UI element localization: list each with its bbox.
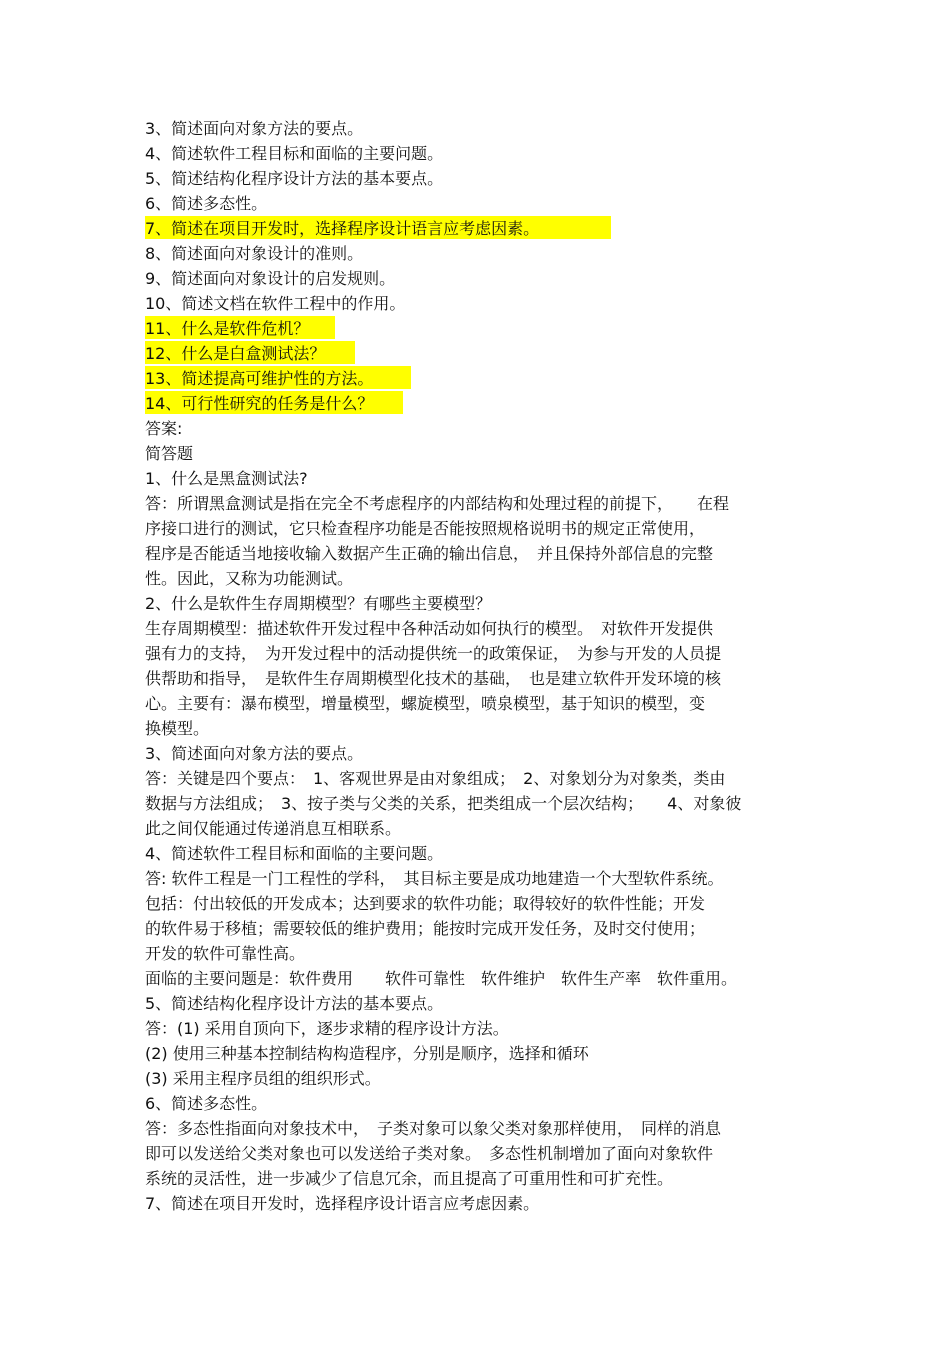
question-item xyxy=(145,141,825,166)
question-item-highlighted xyxy=(145,366,825,391)
answer-text-line: 即可以发送给父类对象也可以发送给子类对象。 多态性机制增加了面向对象软件 xyxy=(145,1144,714,1163)
answer-text-line: 系统的灵活性，进一步减少了信息冗余，而且提高了可重用性和可扩充性。 xyxy=(145,1169,674,1188)
answers-label: 答案: xyxy=(145,419,183,438)
question-text: 9、简述面向对象设计的启发规则。 xyxy=(145,269,396,288)
question-text: 4、简述软件工程目标和面临的主要问题。 xyxy=(145,144,444,163)
answer-question: 6、简述多态性。 xyxy=(145,1094,268,1113)
question-item xyxy=(145,191,825,216)
answer-text-line: 答：多态性指面向对象技术中， 子类对象可以象父类对象那样使用， 同样的消息 xyxy=(145,1119,722,1138)
question-item xyxy=(145,291,825,316)
answer-text-line: (2) 使用三种基本控制结构构造程序，分别是顺序，选择和循环 xyxy=(145,1044,589,1063)
question-text: 6、简述多态性。 xyxy=(145,194,268,213)
answer-text-line: 答：关键是四个要点： 1、客观世界是由对象组成； 2、对象划分为对象类，类由 xyxy=(145,769,726,788)
answer-text-line: 强有力的支持， 为开发过程中的活动提供统一的政策保证， 为参与开发的人员提 xyxy=(145,644,722,663)
section-title: 简答题 xyxy=(145,444,194,463)
highlighted-question-text: 13、简述提高可维护性的方法。 xyxy=(145,366,411,389)
answer-text-line: 答：(1) 采用自顶向下，逐步求精的程序设计方法。 xyxy=(145,1019,509,1038)
answer-text-line: 序接口进行的测试，它只检查程序功能是否能按照规格说明书的规定正常使用， xyxy=(145,519,706,538)
answer-text-line: (3) 采用主程序员组的组织形式。 xyxy=(145,1069,381,1088)
answer-text-line: 数据与方法组成； 3、按子类与父类的关系，把类组成一个层次结构； 4、对象彼 xyxy=(145,794,742,813)
question-item-highlighted xyxy=(145,216,825,241)
answer-text-line: 此之间仅能通过传递消息互相联系。 xyxy=(145,819,402,838)
answer-question: 7、简述在项目开发时，选择程序设计语言应考虑因素。 xyxy=(145,1194,540,1213)
highlighted-question-text: 11、什么是软件危机？ xyxy=(145,316,335,339)
answer-text-line: 包括：付出较低的开发成本；达到要求的软件功能；取得较好的软件性能；开发 xyxy=(145,894,706,913)
answer-text-line: 换模型。 xyxy=(145,719,210,738)
question-item-highlighted xyxy=(145,391,825,416)
question-item xyxy=(145,166,825,191)
answer-text-line: 供帮助和指导， 是软件生存周期模型化技术的基础， 也是建立软件开发环境的核 xyxy=(145,669,722,688)
highlighted-question-text: 7、简述在项目开发时，选择程序设计语言应考虑因素。 xyxy=(145,216,611,239)
answer-text-line: 程序是否能适当地接收输入数据产生正确的输出信息， 并且保持外部信息的完整 xyxy=(145,544,714,563)
answer-question: 2、什么是软件生存周期模型？有哪些主要模型？ xyxy=(145,594,492,613)
answer-text-line: 面临的主要问题是：软件费用 软件可靠性 软件维护 软件生产率 软件重用。 xyxy=(145,969,738,988)
answer-question: 3、简述面向对象方法的要点。 xyxy=(145,744,364,763)
question-item-highlighted xyxy=(145,316,825,341)
answer-question: 4、简述软件工程目标和面临的主要问题。 xyxy=(145,844,444,863)
question-text: 8、简述面向对象设计的准则。 xyxy=(145,244,364,263)
answer-question: 5、简述结构化程序设计方法的基本要点。 xyxy=(145,994,444,1013)
answer-text-line: 开发的软件可靠性高。 xyxy=(145,944,306,963)
question-item xyxy=(145,116,825,141)
answer-text-line: 答: 软件工程是一门工程性的学科， 其目标主要是成功地建造一个大型软件系统。 xyxy=(145,869,724,888)
answer-text-line: 心。主要有：瀑布模型，增量模型，螺旋模型，喷泉模型，基于知识的模型，变 xyxy=(145,694,706,713)
answer-text-line: 的软件易于移植；需要较低的维护费用；能按时完成开发任务，及时交付使用； xyxy=(145,919,706,938)
question-item xyxy=(145,266,825,291)
answer-text-line: 生存周期模型：描述软件开发过程中各种活动如何执行的模型。 对软件开发提供 xyxy=(145,619,714,638)
document-page xyxy=(145,116,825,1216)
question-item-highlighted xyxy=(145,341,825,366)
question-text: 5、简述结构化程序设计方法的基本要点。 xyxy=(145,169,444,188)
answer-question: 1、什么是黑盒测试法? xyxy=(145,469,308,488)
answer-text-line: 性。因此，又称为功能测试。 xyxy=(145,569,354,588)
answer-text-line: 答：所谓黑盒测试是指在完全不考虑程序的内部结构和处理过程的前提下， 在程 xyxy=(145,494,730,513)
highlighted-question-text: 12、什么是白盒测试法？ xyxy=(145,341,355,364)
question-item xyxy=(145,241,825,266)
question-text: 10、简述文档在软件工程中的作用。 xyxy=(145,294,406,313)
highlighted-question-text: 14、可行性研究的任务是什么？ xyxy=(145,391,403,414)
question-text: 3、简述面向对象方法的要点。 xyxy=(145,119,364,138)
